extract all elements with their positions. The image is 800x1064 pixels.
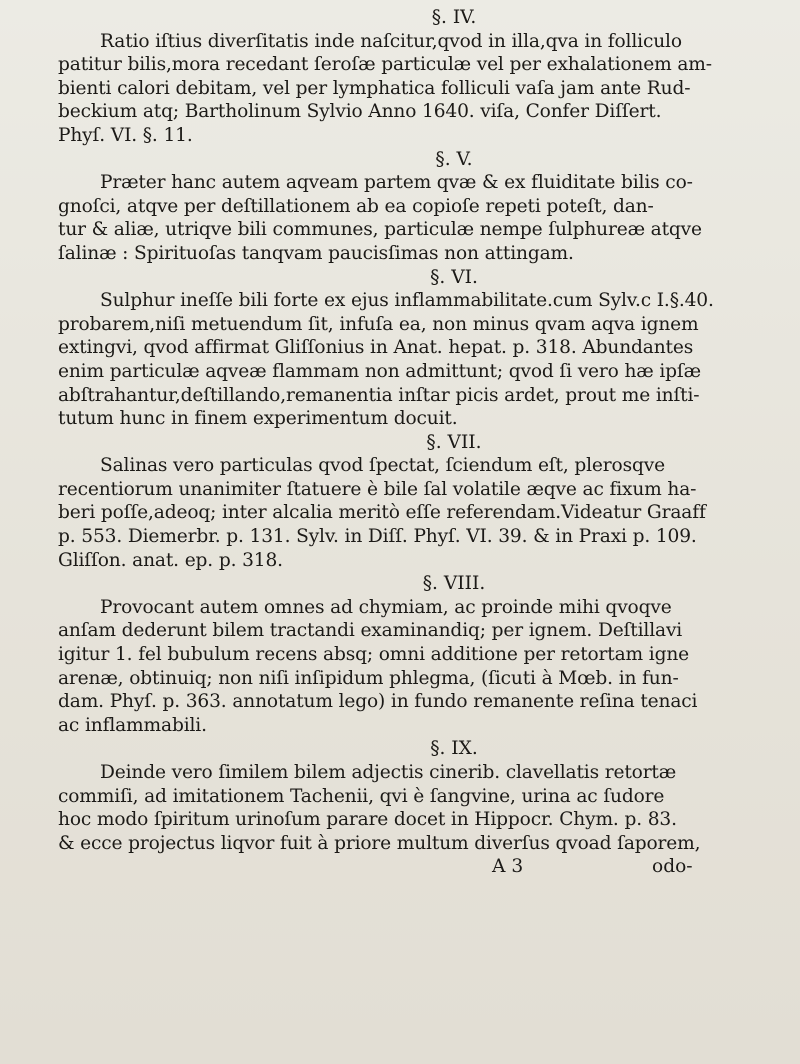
text-line: & ecce projectus liqvor fuit à priore multum diverſus qvoad ſaporem, [58,832,701,854]
section-heading: §. VIII. [422,573,486,595]
section-ix [40,737,788,855]
text-line: commiſi, ad imitationem Tachenii, qvi è ſangvine, urina ac ſudore [58,785,665,807]
text-line: Phyſ. VI. §. 11. [58,124,193,146]
text-line: Ratio iſtius diverſitatis inde naſcitur,qvod in illa,qva in folliculo [100,30,682,52]
page-footer [40,855,788,879]
section-heading: §. V. [435,148,473,170]
text-line: Deinde vero ſimilem bilem adjectis cinerib. clavellatis retortæ [100,762,677,783]
page-text [40,6,788,879]
text-line: recentiorum unanimiter ſtatuere è bile ſal volatile æqve ac fixum ha- [58,478,697,500]
text-line: dam. Phyſ. p. 363. annotatum lego) in fundo remanente reſina tenaci [58,691,698,713]
text-line: p. 553. Diemerbr. p. 131. Sylv. in Diſſ. Phyſ. VI. 39. & in Praxi p. 109. [58,526,697,548]
text-line: anſam dederunt bilem tractandi examinandiq; per ignem. Deſtillavi [58,620,683,642]
section-heading: §. IX. [430,738,478,760]
section-vii [40,431,788,573]
text-line: beri poſſe,adeoq; inter alcalia meritò eſſe referendam.Videatur Graaff [58,502,706,524]
text-line: probarem,niſi metuendum ſit, infuſa ea, non minus qvam aqva ignem [58,313,699,335]
text-line: tutum hunc in finem experimentum docuit. [58,408,458,430]
text-line: Gliſſon. anat. ep. p. 318. [58,549,283,571]
text-line: extingvi, qvod affirmat Gliſſonius in Anat. hepat. p. 318. Abundantes [58,337,694,359]
text-line: Salinas vero particulas qvod ſpectat, ſciendum eſt, plerosqve [100,455,665,477]
catchword: odo- [652,856,693,878]
text-line: abſtrahantur,deſtillando,remanentia inſtar picis ardet, prout me inſti- [58,384,700,406]
text-line: beckium atq; Bartholinum Sylvio Anno 1640. viſa, Confer Diſſert. [58,101,662,123]
text-line: Provocant autem omnes ad chymiam, ac proinde mihi qvoqve [100,596,672,618]
text-line: bienti calori debitam, vel per lymphatica folliculi vaſa jam ante Rud- [58,77,691,99]
section-heading: §. VI. [430,266,478,288]
text-line: igitur 1. fel bubulum recens absq; omni additione per retortam igne [58,644,690,666]
section-v [40,148,788,266]
signature-mark: A 3 [492,856,524,878]
text-line: tur & aliæ, utriqve bili communes, particulæ nempe ſulphureæ atqve [58,219,702,241]
text-line: Sulphur ineſſe bili forte ex ejus inflammabilitate.cum Sylv.c I.§.40. [100,290,714,312]
text-line: arenæ, obtinuiq; non niſi inſipidum phlegma, (ſicuti à Mœb. in fun- [58,667,679,689]
text-line: hoc modo ſpiritum urinoſum parare docet in Hippocr. Chym. p. 83. [58,809,677,831]
text-line: ſalinæ : Spirituoſas tanqvam paucisſimas non attingam. [58,242,574,264]
section-heading: §. IV. [431,7,477,28]
section-viii [40,572,788,737]
text-line: gnoſci, atqve per deſtillationem ab ea copioſe repeti poteſt, dan- [58,195,654,217]
text-line: enim particulæ aqveæ flammam non admittunt; qvod ſi vero hæ ipſæ [58,360,701,382]
section-iv [40,6,788,148]
text-line: Præter hanc autem aqveam partem qvæ & ex fluiditate bilis co- [100,172,693,194]
section-heading: §. VII. [426,431,482,453]
section-vi [40,266,788,431]
text-line: ac inflammabili. [58,714,207,736]
text-line: patitur bilis,mora recedant ſeroſæ particulæ vel per exhalationem am- [58,54,712,76]
